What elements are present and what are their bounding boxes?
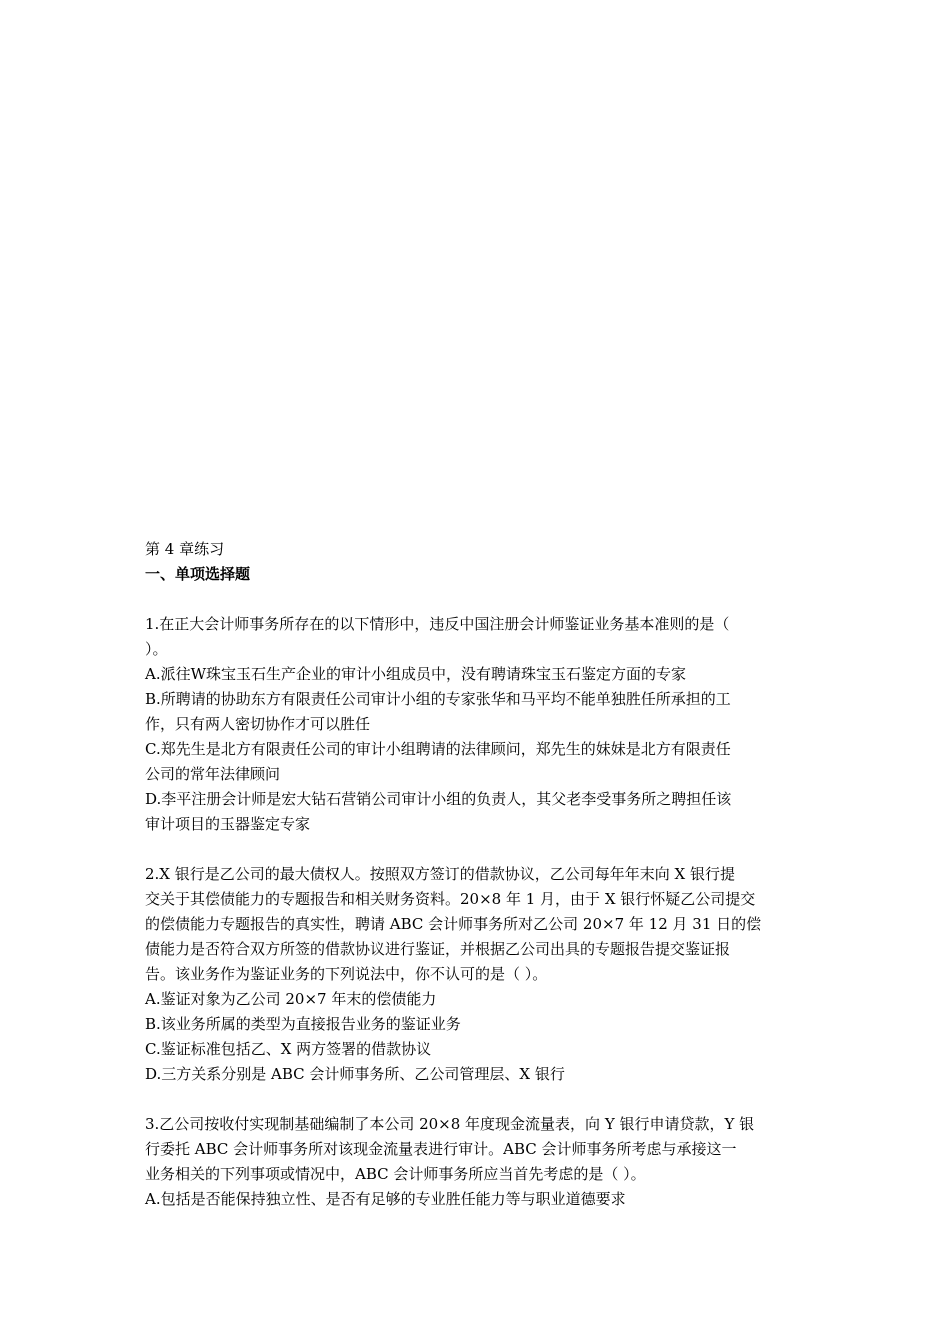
option-b: B.所聘请的协助东方有限责任公司审计小组的专家张华和马平均不能单独胜任所承担的工 (145, 690, 731, 708)
question-stem-line: 行委托 ABC 会计师事务所对该现金流量表进行审计。ABC 会计师事务所考虑与承接这一 (145, 1140, 737, 1158)
option-c: C.郑先生是北方有限责任公司的审计小组聘请的法律顾问，郑先生的妹妹是北方有限责任 (145, 740, 731, 758)
spacer (145, 837, 810, 862)
question-stem-line: 的偿债能力专题报告的真实性，聘请 ABC 会计师事务所对乙公司 20×7 年 12 月 31 日的偿 (145, 915, 762, 933)
question-stem-line: 告。该业务作为鉴证业务的下列说法中，你不认可的是（ ）。 (145, 965, 548, 983)
option-b-cont: 作，只有两人密切协作才可以胜任 (145, 715, 371, 733)
question-stem-line: 交关于其偿债能力的专题报告和相关财务资料。20×8 年 1 月，由于 X 银行怀疑乙公司提交 (145, 890, 756, 908)
question-stem-line: ）。 (145, 640, 168, 658)
question-3 (145, 1112, 810, 1212)
option-d: D.李平注册会计师是宏大钻石营销公司审计小组的负责人，其父老李受事务所之聘担任该 (145, 790, 732, 808)
option-a: A.派往W珠宝玉石生产企业的审计小组成员中，没有聘请珠宝玉石鉴定方面的专家 (145, 665, 687, 683)
section-title: 一、单项选择题 (145, 565, 251, 583)
question-2 (145, 862, 810, 1087)
option-d-cont: 审计项目的玉器鉴定专家 (145, 815, 311, 833)
spacer (145, 587, 810, 612)
option-c-cont: 公司的常年法律顾问 (145, 765, 281, 783)
question-stem-line: 1.在正大会计师事务所存在的以下情形中，违反中国注册会计师鉴证业务基本准则的是（ (145, 615, 730, 633)
chapter-title: 第 4 章练习 (145, 540, 225, 558)
question-stem-line: 3.乙公司按收付实现制基础编制了本公司 20×8 年度现金流量表，向 Y 银行申请贷款，Y 银 (145, 1115, 755, 1133)
spacer (145, 1087, 810, 1112)
question-stem-line: 债能力是否符合双方所签的借款协议进行鉴证，并根据乙公司出具的专题报告提交鉴证报 (145, 940, 731, 958)
option-a: A.包括是否能保持独立性、是否有足够的专业胜任能力等与职业道德要求 (145, 1190, 626, 1208)
option-d: D.三方关系分别是 ABC 会计师事务所、乙公司管理层、X 银行 (145, 1065, 565, 1083)
option-c: C.鉴证标准包括乙、X 两方签署的借款协议 (145, 1040, 432, 1058)
option-a: A.鉴证对象为乙公司 20×7 年末的偿债能力 (145, 990, 437, 1008)
option-b: B.该业务所属的类型为直接报告业务的鉴证业务 (145, 1015, 461, 1033)
document-page (145, 537, 810, 1212)
question-stem-line: 2.X 银行是乙公司的最大债权人。按照双方签订的借款协议，乙公司每年年末向 X 银行提 (145, 865, 735, 883)
question-stem-line: 业务相关的下列事项或情况中，ABC 会计师事务所应当首先考虑的是（ ）。 (145, 1165, 646, 1183)
question-1 (145, 612, 810, 837)
